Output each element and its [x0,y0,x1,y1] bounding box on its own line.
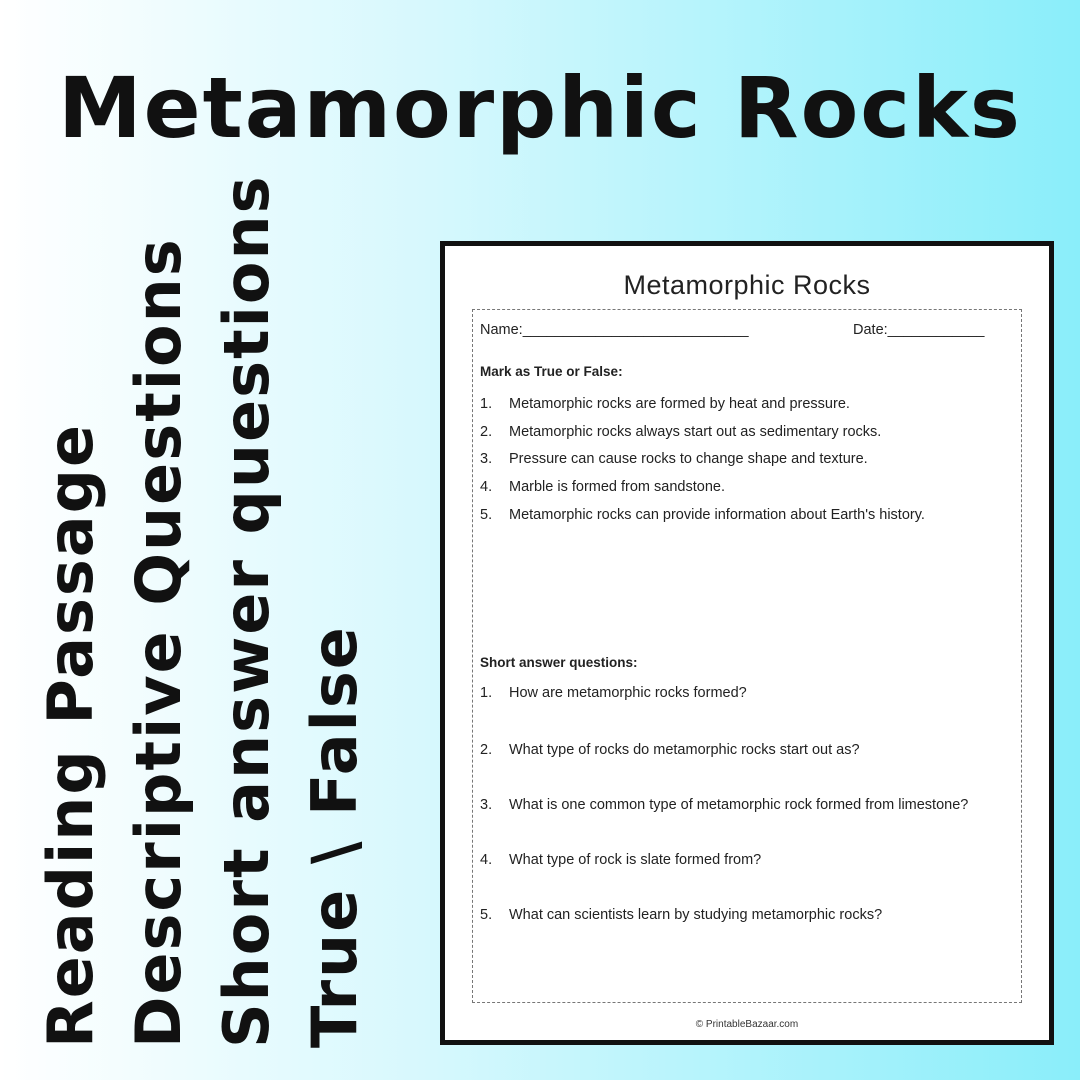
list-item-number: 4. [480,479,493,495]
list-item-number: 3. [480,451,493,467]
list-item-text: What can scientists learn by studying metamorphic rocks? [509,907,883,923]
side-label-descriptive-questions: Descriptive Questions [122,237,195,1048]
worksheet-preview [440,241,1054,1045]
list-item-text: Metamorphic rocks are formed by heat and pressure. [509,396,850,412]
list-item-text: Metamorphic rocks always start out as sedimentary rocks. [509,424,882,440]
list-item-number: 1. [480,685,493,701]
date-field-label: Date:____________ [853,322,985,338]
side-label-short-answer: Short answer questions [210,174,283,1048]
worksheet-title: Metamorphic Rocks [623,270,871,300]
true-false-heading: Mark as True or False: [480,364,623,379]
list-item-text: Pressure can cause rocks to change shape and texture. [509,451,868,467]
list-item-text: What is one common type of metamorphic rock formed from limestone? [509,797,969,813]
page-title: Metamorphic Rocks [58,59,1022,157]
list-item-number: 1. [480,396,493,412]
side-label-true-false: True \ False [298,625,371,1048]
list-item-number: 5. [480,907,493,923]
copyright-footer: © PrintableBazaar.com [695,1019,799,1030]
list-item-text: How are metamorphic rocks formed? [509,685,747,701]
list-item-number: 3. [480,797,493,813]
list-item-text: What type of rocks do metamorphic rocks start out as? [509,742,860,758]
list-item-number: 4. [480,852,493,868]
list-item-text: What type of rock is slate formed from? [509,852,762,868]
list-item-text: Marble is formed from sandstone. [509,479,725,495]
name-field-label: Name:____________________________ [480,322,749,338]
short-answer-heading: Short answer questions: [480,655,638,670]
list-item-number: 2. [480,424,493,440]
side-label-reading-passage: Reading Passage [34,422,107,1048]
list-item-text: Metamorphic rocks can provide information about Earth's history. [509,507,925,523]
list-item-number: 5. [480,507,493,523]
list-item-number: 2. [480,742,493,758]
worksheet-body [472,309,1022,1003]
